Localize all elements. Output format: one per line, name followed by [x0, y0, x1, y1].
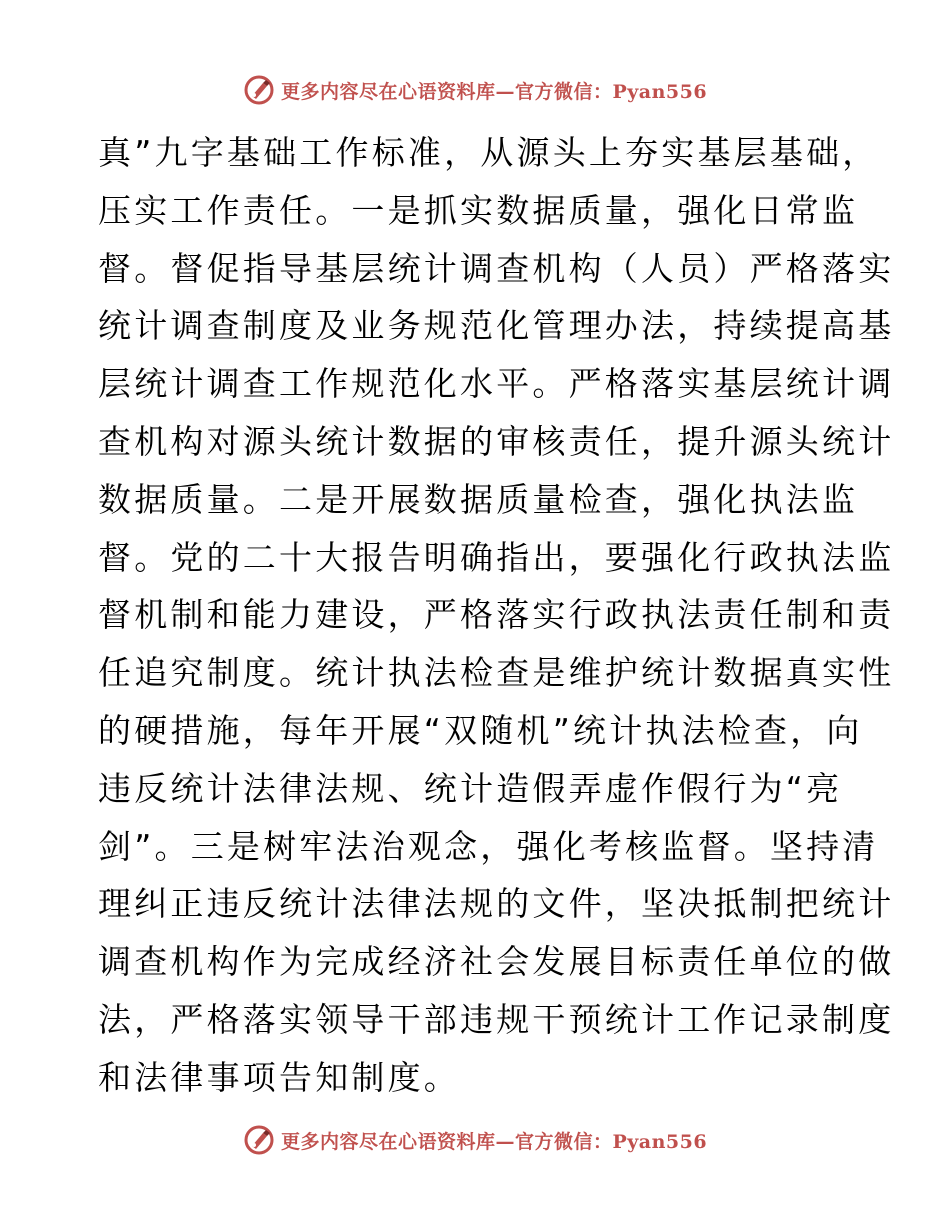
text-line: 督机制和能力建设，严格落实行政执法责任制和责 [98, 595, 895, 635]
text-line: 层统计调查工作规范化水平。严格落实基层统计调 [98, 364, 895, 404]
text-line: 督。督促指导基层统计调查机构（人员）严格落实 [98, 248, 895, 288]
text-line: 督。党的二十大报告明确指出，要强化行政执法监 [98, 537, 895, 577]
text-line: 调查机构作为完成经济社会发展目标责任单位的做 [98, 942, 895, 982]
text-line: 查机构对源头统计数据的审核责任，提升源头统计 [98, 421, 895, 461]
text-line: 的硬措施，每年开展“双随机”统计执法检查，向 [98, 710, 863, 750]
text-line: 数据质量。二是开展数据质量检查，强化执法监 [98, 479, 859, 519]
document-body [98, 124, 895, 1107]
header-watermark [0, 72, 950, 108]
watermark-text: 更多内容尽在心语资料库—官方微信：Pyan556 [280, 80, 708, 103]
pen-seal-logo-icon [243, 1124, 275, 1156]
pen-seal-logo-icon [243, 74, 275, 106]
text-line: 和法律事项告知制度。 [98, 1057, 460, 1097]
text-line: 任追究制度。统计执法检查是维护统计数据真实性 [98, 653, 895, 693]
watermark-text: 更多内容尽在心语资料库—官方微信：Pyan556 [280, 1130, 708, 1153]
text-line: 理纠正违反统计法律法规的文件，坚决抵制把统计 [98, 884, 895, 924]
text-line: 压实工作责任。一是抓实数据质量，强化日常监 [98, 190, 859, 230]
footer-watermark [0, 1122, 950, 1158]
text-line: 违反统计法律法规、统计造假弄虚作假行为“亮 [98, 768, 843, 808]
text-line: 剑”。三是树牢法治观念，强化考核监督。坚持清 [98, 826, 879, 866]
text-line: 真”九字基础工作标准，从源头上夯实基层基础， [98, 133, 879, 172]
text-line: 法，严格落实领导干部违规干预统计工作记录制度 [98, 999, 895, 1039]
text-line: 统计调查制度及业务规范化管理办法，持续提高基 [98, 306, 895, 346]
